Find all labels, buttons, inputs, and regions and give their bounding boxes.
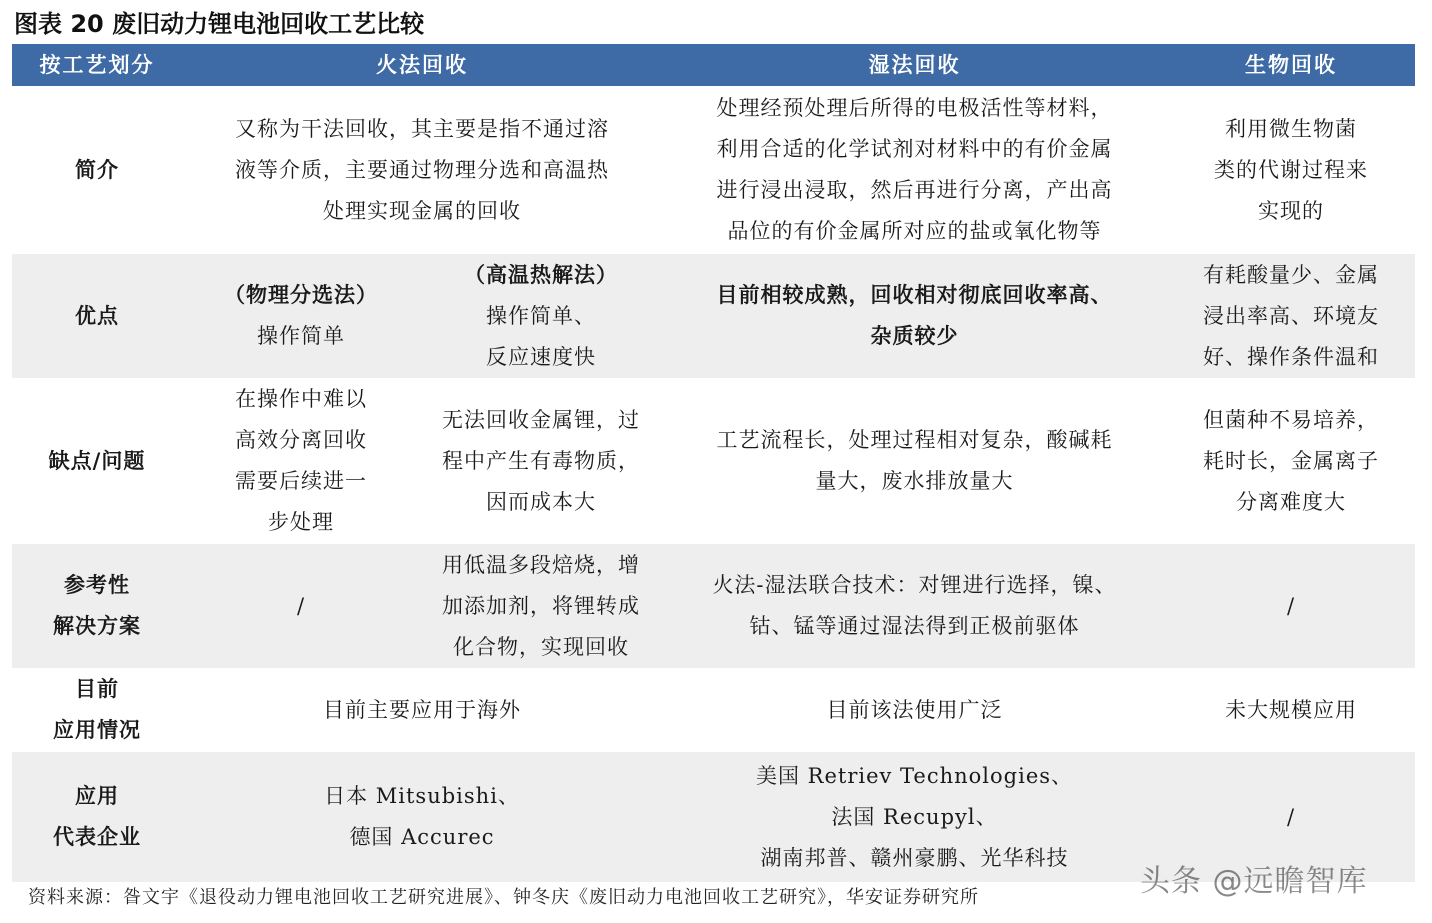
- solutions-wet: 火法-湿法联合技术：对锂进行选择，镍、 钴、锰等通过湿法得到正极前驱体: [712, 573, 1117, 638]
- table-row-drawbacks: [12, 378, 1415, 544]
- watermark: 头条 @远瞻智库: [1140, 864, 1368, 899]
- table-row-solutions: [12, 544, 1415, 668]
- drawbacks-bio: 但菌种不易培养， 耗时长，金属离子 分离难度大: [1203, 407, 1379, 514]
- advantages-pyrolysis: （高温热解法） 操作简单、 反应速度快: [464, 262, 618, 369]
- status-wet: 目前该法使用广泛: [826, 697, 1003, 722]
- companies-wet: 美国 Retriev Technologies、 法国 Recupyl、 湖南邦普、赣州豪鹏、光华科技: [755, 763, 1074, 870]
- row-label-companies: 应用 代表企业: [53, 784, 141, 849]
- solutions-pyrolysis: 用低温多段焙烧，增 加添加剂，将锂转成 化合物，实现回收: [442, 552, 640, 659]
- figure-title: 图表 20 废旧动力锂电池回收工艺比较: [14, 10, 425, 38]
- advantages-wet: 目前相较成熟，回收相对彻底回收率高、 杂质较少: [716, 283, 1113, 348]
- row-label-solutions: 参考性 解决方案: [53, 573, 141, 638]
- drawbacks-physical-sorting: 在操作中难以 高效分离回收 需要后续进一 步处理: [235, 387, 367, 534]
- intro-fire: 又称为干法回收，其主要是指不通过溶 液等介质，主要通过物理分选和高温热 处理实现金属的回收: [235, 116, 609, 223]
- table-row-advantages: [12, 254, 1415, 378]
- header-bio-recycling: 生物回收: [1245, 53, 1337, 77]
- source-note: 资料来源：昝文宇《退役动力锂电池回收工艺研究进展》、钟冬庆《废旧动力电池回收工艺研究》，华安证券研究所: [28, 887, 979, 908]
- table-row-intro: [12, 86, 1415, 254]
- companies-fire: 日本 Mitsubishi、 德国 Accurec: [324, 784, 520, 849]
- status-bio: 未大规模应用: [1225, 697, 1357, 722]
- comparison-table: [12, 44, 1415, 882]
- header-wet-recycling: 湿法回收: [868, 53, 961, 77]
- row-label-advantages: 优点: [75, 303, 119, 328]
- advantages-physical-sorting: （物理分选法） 操作简单: [224, 283, 378, 348]
- advantages-bio: 有耗酸量少、金属 浸出率高、环境友 好、操作条件温和: [1203, 262, 1379, 369]
- table-row-status: [12, 668, 1415, 752]
- status-fire: 目前主要应用于海外: [323, 697, 521, 722]
- companies-bio: /: [1286, 804, 1296, 829]
- row-label-intro: 简介: [75, 157, 119, 182]
- solutions-bio: /: [1286, 593, 1296, 618]
- solutions-physical-sorting: /: [296, 593, 306, 618]
- intro-bio: 利用微生物菌 类的代谢过程来 实现的: [1214, 116, 1368, 223]
- header-fire-recycling: 火法回收: [376, 53, 468, 77]
- header-category: 按工艺划分: [39, 53, 155, 77]
- row-label-drawbacks: 缺点/问题: [48, 448, 146, 473]
- drawbacks-wet: 工艺流程长，处理过程相对复杂，酸碱耗 量大，废水排放量大: [716, 428, 1113, 493]
- table-header-row: [12, 44, 1415, 86]
- intro-wet: 处理经预处理后所得的电极活性等材料， 利用合适的化学试剂对材料中的有价金属 进行浸出浸取，然后再进行分离，产出高 品位的有价金属所对应的盐或氧化物等: [716, 96, 1113, 243]
- drawbacks-pyrolysis: 无法回收金属锂，过 程中产生有毒物质， 因而成本大: [442, 407, 640, 514]
- row-label-status: 目前 应用情况: [53, 677, 141, 742]
